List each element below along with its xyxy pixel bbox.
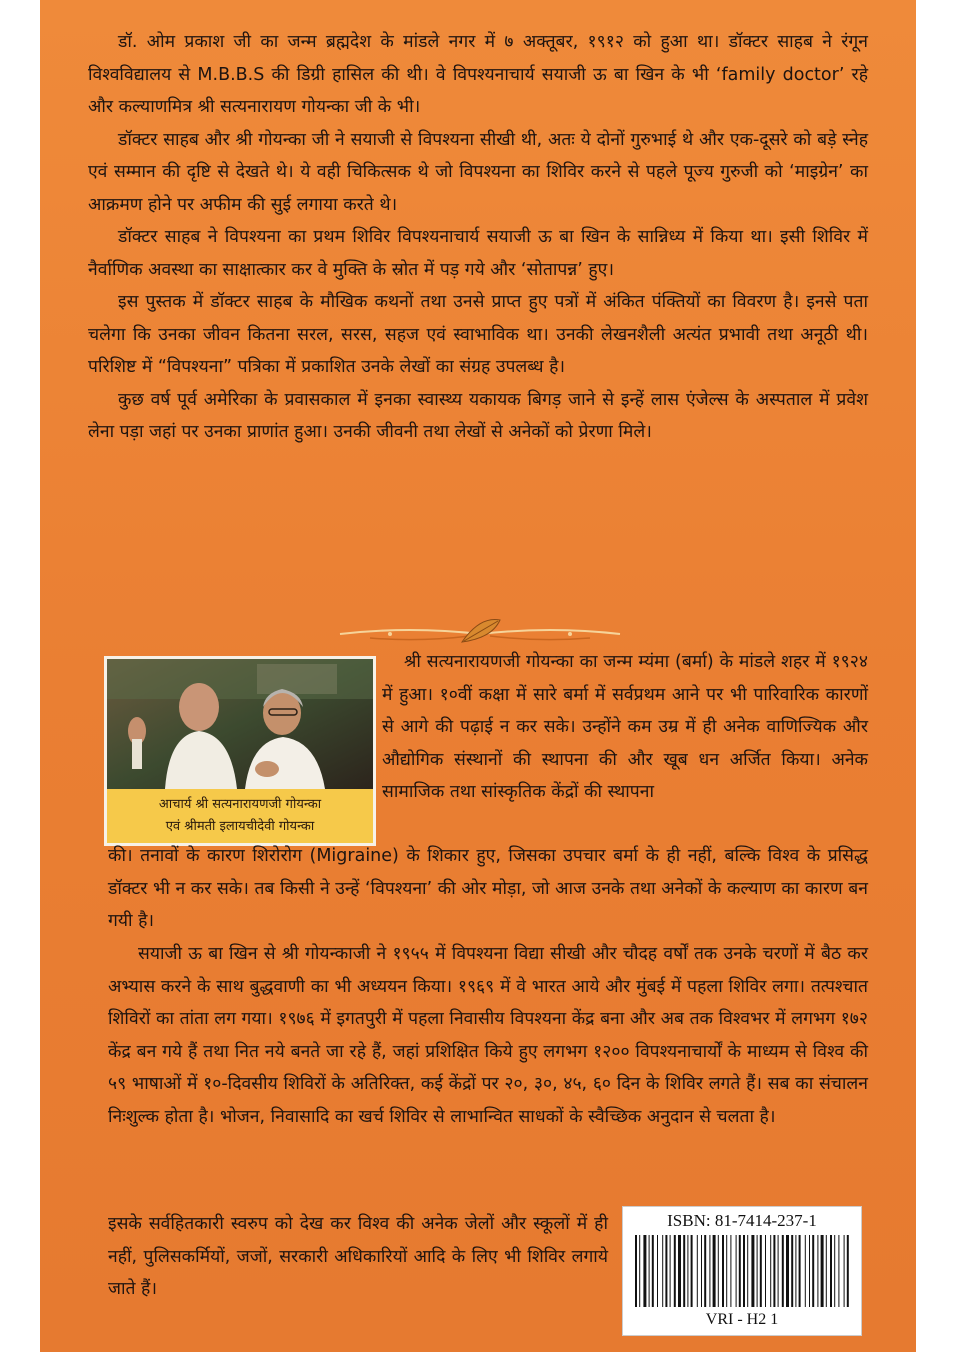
barcode-bar — [635, 1235, 637, 1307]
barcode-bar — [674, 1235, 676, 1307]
barcode-bar — [726, 1235, 727, 1307]
barcode-bar — [847, 1235, 849, 1307]
paragraph-birth: डॉ. ओम प्रकाश जी का जन्म ब्रह्मदेश के मांडले नगर में ७ अक्तूबर, १९१२ को हुआ था। डॉक्टर साहब ने रंगून विश्वविद्यालय से M.B.B.S की डिग्री हासिल की थी। वे विपश्यनाचार्य सयाजी ऊ बा खिन के भी ‘family doctor’ रहे और कल्याणमित्र श्री सत्यनारायण गोयन्का जी के भी। — [88, 32, 868, 117]
book-back-cover — [40, 0, 916, 1352]
barcode-bar — [821, 1235, 824, 1307]
barcode-bar — [757, 1235, 758, 1307]
barcode-bar — [739, 1235, 741, 1307]
paragraph-book-contents: इस पुस्तक में डॉक्टर साहब के मौखिक कथनों तथा उनसे प्राप्त हुए पत्रों में अंकित पंक्तियों का विवरण है। इनसे पता चलेगा कि उनका जीवन कितना सरल, सरस, सहज एवं स्वाभाविक था। उनकी लेखनशैली अत्यंत प्रभावी तथा अनूठी थी। परिशिष्ट में “विपश्यना” पत्रिका में प्रकाशित उनके लेखों का संग्रह उपलब्ध है। — [88, 292, 868, 377]
barcode-bar — [770, 1235, 771, 1307]
barcode-bar — [697, 1235, 698, 1307]
barcode-bar — [709, 1235, 710, 1307]
isbn-barcode-block — [622, 1206, 862, 1336]
barcode-bar — [701, 1235, 702, 1307]
barcode-bar — [799, 1235, 801, 1307]
barcode-bar — [718, 1235, 719, 1307]
barcode-bar — [773, 1235, 775, 1307]
vipassana-spread-paragraph: सयाजी ऊ बा खिन से श्री गोयन्काजी ने १९५५ में विपश्यना विद्या सीखी और चौदह वर्षों तक उनके चरणों में बैठ कर अभ्यास करने के साथ बुद्धवाणी का भी अध्ययन किया। १९६९ में वे भारत आये और मुंबई में पहला शिविर लगा। तत्पश्चात शिविरों का तांता लग गया। १९७६ में इगतपुरी में पहला निवासीय विपश्यना केंद्र बना और अब तक विश्वभर में लगभग १७२ केंद्र बन गये हैं तथा नित नये बनते जा रहे हैं, जहां प्रशिक्षित किये हुए लगभग १२०० विपश्यनाचार्यों के माध्यम से विश्व की ५९ भाषाओं में १०-दिवसीय शिविरों के अतिरिक्त, कई केंद्रों पर २०, ३०, ४५, ६० दिन के शिविर लगते हैं। सब का संचालन निःशुल्क होता है। भोजन, निवासादि का खर्च शिविर से लाभान्वित साधकों के स्वैच्छिक अनुदान से चलता है। — [108, 944, 868, 1127]
barcode-bar — [830, 1235, 832, 1307]
paragraph-first-camp: डॉक्टर साहब ने विपश्यना का प्रथम शिविर विपश्यनाचार्य सयाजी ऊ बा खिन के सान्निध्य में किया था। इसी शिविर में नैर्वाणिक अवस्था का साक्षात्कार कर वे मुक्ति के स्रोत में पड़ गये और ‘सोतापन्न’ हुए। — [88, 227, 868, 280]
barcode-bar — [751, 1235, 754, 1307]
barcode-bar — [778, 1235, 779, 1307]
barcode-bar — [722, 1235, 724, 1307]
barcode-bar — [765, 1235, 766, 1307]
barcode-bar — [730, 1235, 731, 1307]
barcode-bar — [786, 1235, 789, 1307]
barcode-bar — [817, 1235, 818, 1307]
barcode-bar — [805, 1235, 806, 1307]
goenka-bio-beside-photo: श्री सत्यनारायणजी गोयन्का का जन्म म्यंमा (बर्मा) के मांडले शहर में १९२४ में हुआ। १०वीं कक्षा में सारे बर्मा में सर्वप्रथम आने पर भी पारिवारिक कारणों से आगे की पढ़ाई न कर सके। उन्होंने कम उम्र में ही अनेक वाणिज्यिक और औद्योगिक संस्थानों की स्थापना की और खूब धन अर्जित किया। अनेक सामाजिक तथा सांस्कृतिक केंद्रों की स्थापना — [382, 652, 868, 802]
barcode-bar — [670, 1235, 671, 1307]
photo-goenka-couple — [107, 659, 373, 789]
goenka-bio-continued: की। तनावों के कारण शिरोरोग (Migraine) के शिकार हुए, जिसका उपचार बर्मा के ही नहीं, बल्कि विश्व के प्रसिद्ध डॉक्टर भी न कर सके। तब किसी ने उन्हें ‘विपश्यना’ की ओर मोड़ा, जो आज उनके तथा अनेकों के कल्याण का कारण बन गयी है। — [108, 846, 868, 931]
about-author-section — [88, 26, 868, 449]
barcode-bar — [704, 1235, 706, 1307]
barcode-bar — [760, 1235, 762, 1307]
barcode-bar — [834, 1235, 835, 1307]
caption-line-2: एवं श्रीमती इलायचीदेवी गोयन्का — [165, 819, 315, 834]
caption-line-1: आचार्य श्री सत्यनारायणजी गोयन्का — [158, 797, 322, 812]
barcode-bar — [691, 1235, 693, 1307]
barcode-bar — [713, 1235, 716, 1307]
barcode-bar — [687, 1235, 688, 1307]
catalog-code: VRI - H2 1 — [705, 1311, 779, 1328]
barcode-bar — [795, 1235, 796, 1307]
barcode-bar — [639, 1235, 640, 1307]
closing-paragraph: इसके सर्वहितकारी स्वरुप को देख कर विश्व की अनेक जेलों और स्कूलों में ही नहीं, पुलिसकर्मियों, जजों, सरकारी अधिकारियों आदि के लिए भी शिविर लगाये जाते हैं। — [108, 1214, 608, 1299]
barcode-bar — [782, 1235, 784, 1307]
barcode-bar — [657, 1235, 658, 1307]
barcode-bar — [652, 1235, 654, 1307]
barcode-bar — [649, 1235, 650, 1307]
barcode-bar — [826, 1235, 827, 1307]
barcode-bar — [791, 1235, 793, 1307]
barcode-bar — [743, 1235, 745, 1307]
author-photo — [104, 656, 376, 846]
barcode-bar — [747, 1235, 748, 1307]
paragraph-gurubhai: डॉक्टर साहब और श्री गोयन्का जी ने सयाजी से विपश्यना सीखी थी, अतः ये दोनों गुरुभाई थे और एक-दूसरे को बड़े स्नेह एवं सम्मान की दृष्टि से देखते थे। ये वही चिकित्सक थे जो विपश्यना का शिविर करने से पहले पूज्य गुरुजी को ‘माइग्रेन’ का आक्रमण होने पर अफीम की सुई लगाया करते थे। — [88, 129, 868, 215]
isbn-number: ISBN: 81-7414-237-1 — [667, 1211, 817, 1230]
barcode-bar — [809, 1235, 810, 1307]
barcode-bar — [812, 1235, 814, 1307]
barcode-bar — [683, 1235, 685, 1307]
barcode-bar — [838, 1235, 839, 1307]
photo-caption — [107, 789, 373, 843]
barcode-bar — [736, 1235, 737, 1307]
barcode-bar — [665, 1235, 667, 1307]
barcode-bar — [678, 1235, 681, 1307]
barcode-bar — [643, 1235, 646, 1307]
barcode-bar — [844, 1235, 845, 1307]
paragraph-death: कुछ वर्ष पूर्व अमेरिका के प्रवासकाल में इनका स्वास्थ्य यकायक बिगड़ जाने से इन्हें लास एंजेल्स के अस्पताल में प्रवेश लेना पड़ा जहां पर उनका प्राणांत हुआ। उनकी जीवनी तथा लेखों से अनेकों को प्रेरणा मिले। — [88, 389, 868, 442]
barcode-bar — [662, 1235, 663, 1307]
barcode — [633, 1235, 851, 1307]
